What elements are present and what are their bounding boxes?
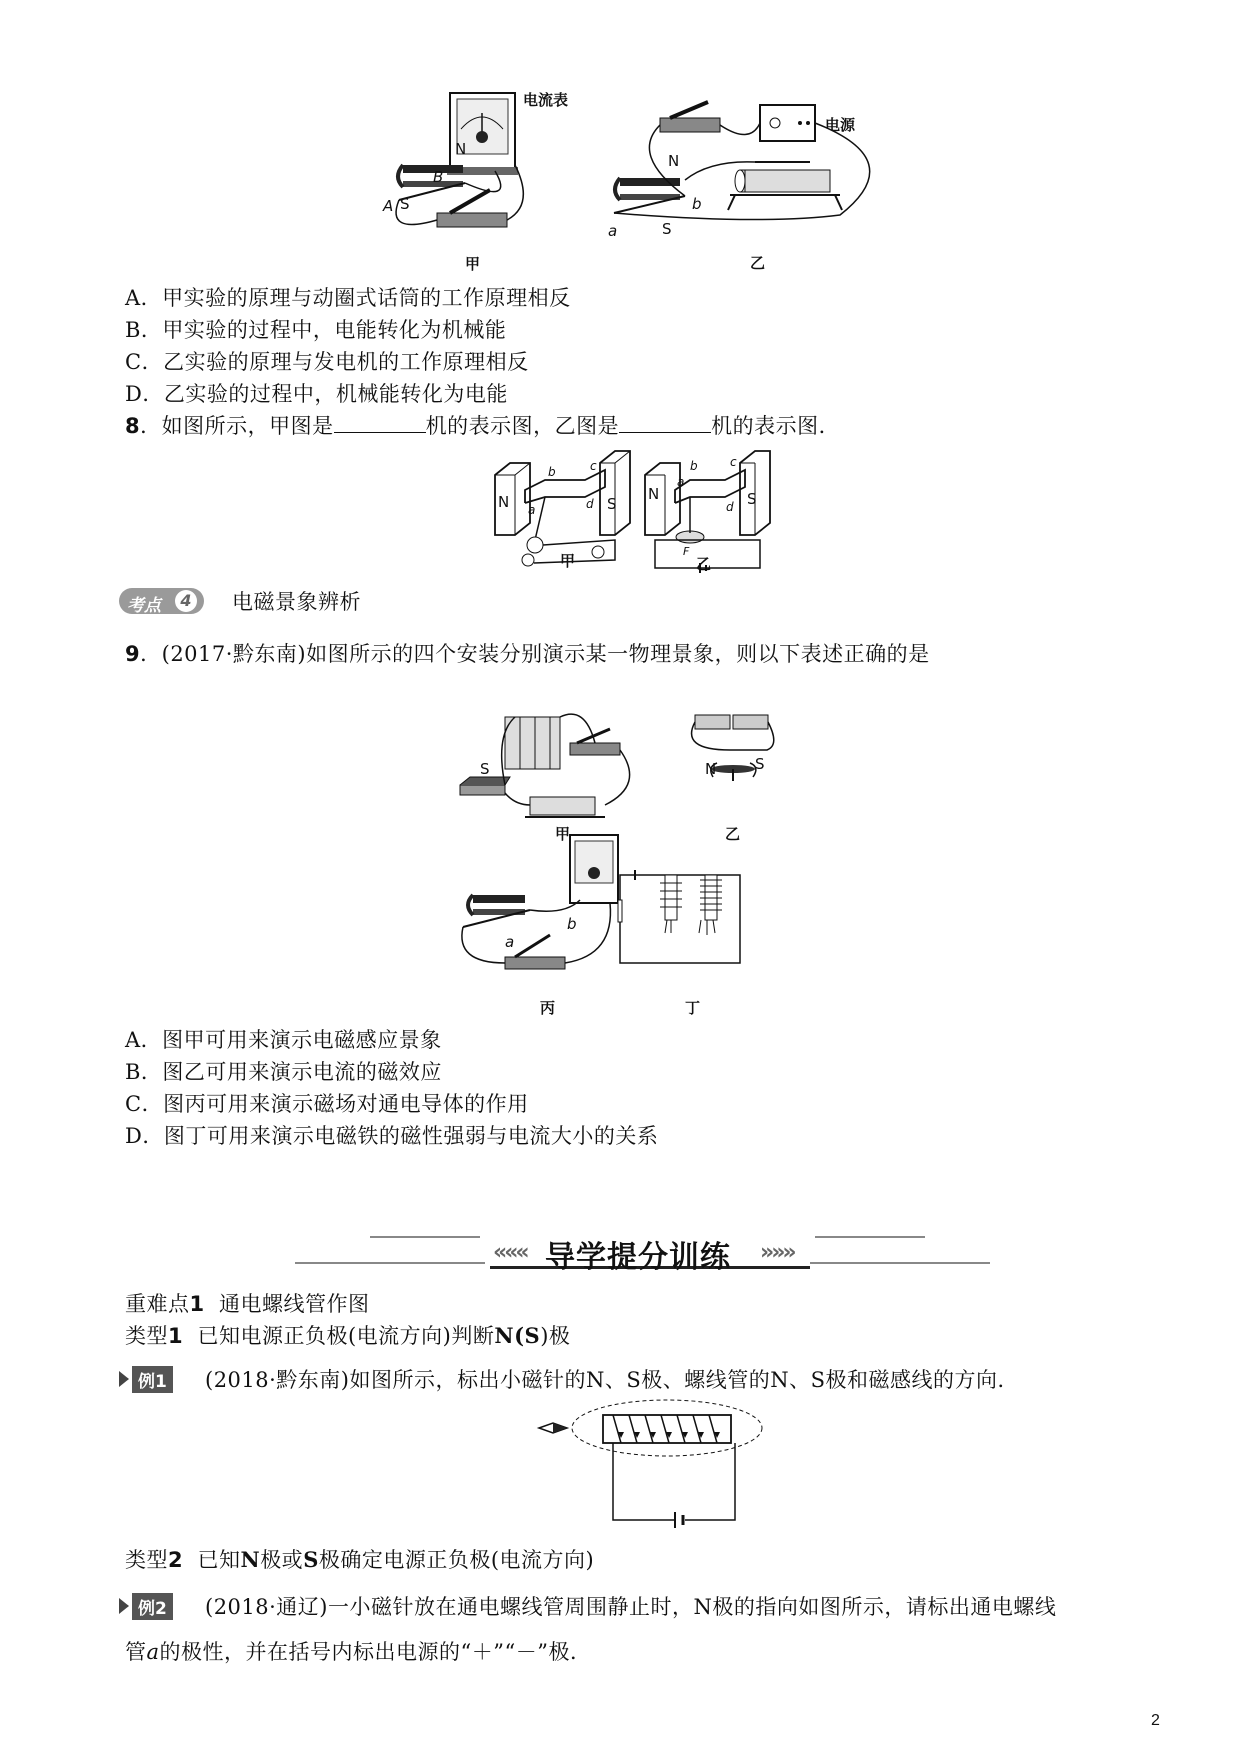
q9-option-c: C．图丙可用来演示磁场对通电导体的作用 xyxy=(125,1092,529,1116)
example-2-line-1: (2018·通辽)一小磁针放在通电螺线管周围静止时，N极的指向如图所示，请标出通电螺线 xyxy=(205,1595,1057,1619)
q8-d-jia: d xyxy=(586,497,594,511)
example-2-label: 例2 xyxy=(119,1594,173,1618)
q8-a-yi: a xyxy=(677,475,685,489)
type-2: 类型2 已知N极或S极确定电源正负极(电流方向) xyxy=(125,1547,595,1572)
label-S: S xyxy=(400,195,410,213)
example-2-line-2: 管a的极性，并在括号内标出电源的“＋”“－”极． xyxy=(125,1640,592,1664)
q9-S-jia: S xyxy=(480,760,490,778)
label-a-yi: a xyxy=(608,222,618,240)
q8-S-jia: S xyxy=(607,495,617,513)
q9-figure xyxy=(455,705,815,1015)
q8-question: 8．如图所示，甲图是 机的表示图，乙图是 机的表示图． xyxy=(125,414,841,438)
caption-jia: 甲 xyxy=(465,255,481,273)
label-S-yi: S xyxy=(662,220,672,238)
q7-figure-jia xyxy=(383,85,570,273)
banner-rule-top-right xyxy=(815,1236,925,1238)
q9-b-bing: b xyxy=(567,915,577,933)
q7-option-d: D．乙实验的过程中，机械能转化为电能 xyxy=(125,382,508,406)
banner-chevrons-left: ««« xyxy=(493,1240,527,1265)
banner-rule-bottom-right xyxy=(810,1262,990,1264)
q8-b-jia: b xyxy=(548,465,556,479)
type-1: 类型1 已知电源正负极(电流方向)判断N(S)极 xyxy=(125,1323,571,1348)
q8-blank-2[interactable] xyxy=(619,412,711,433)
banner-rule-top-left xyxy=(370,1236,480,1238)
q8-c-jia: c xyxy=(590,459,597,473)
example-1-text: (2018·黔东南)如图所示，标出小磁针的N、S极、螺线管的N、S极和磁感线的方向． xyxy=(205,1368,1020,1392)
label-b-yi: b xyxy=(692,195,702,213)
q9-a-bing: a xyxy=(505,933,515,951)
page-number: 2 xyxy=(1151,1712,1160,1729)
example-1-label: 例1 xyxy=(119,1367,173,1391)
q8-a-jia: a xyxy=(528,503,536,517)
key-point-1: 重难点1 通电螺线管作图 xyxy=(125,1292,370,1316)
label-N-yi: N xyxy=(668,152,680,170)
q8-caption-yi: 乙 xyxy=(696,555,712,573)
q9-option-d: D．图丁可用来演示电磁铁的磁性强弱与电流大小的关系 xyxy=(125,1124,659,1148)
q8-b-yi: b xyxy=(690,459,698,473)
label-N: N xyxy=(455,140,467,158)
q9-caption-jia: 甲 xyxy=(555,825,571,843)
q7-option-b: B．甲实验的过程中，电能转化为机械能 xyxy=(125,318,507,342)
section-badge: 考点 4 xyxy=(119,588,204,614)
q9-N-yi: N xyxy=(705,760,717,778)
q8-figure xyxy=(490,445,780,575)
q8-N-yi: N xyxy=(648,485,660,503)
q9-number: 9 xyxy=(125,642,141,666)
q8-c-yi: c xyxy=(730,455,737,469)
q8-number: 8 xyxy=(125,414,141,438)
q8-blank-1[interactable] xyxy=(334,412,426,433)
label-A: A xyxy=(383,197,394,215)
label-B: B xyxy=(433,168,444,186)
caption-yi: 乙 xyxy=(750,254,766,272)
q8-caption-jia: 甲 xyxy=(560,552,576,570)
q8-S-yi: S xyxy=(747,490,757,508)
q9-option-a: A．图甲可用来演示电磁感应景象 xyxy=(125,1028,442,1052)
ammeter-label: 电流表 xyxy=(523,91,569,109)
q8-d-yi: d xyxy=(726,500,734,514)
q7-option-c: C．乙实验的原理与发电机的工作原理相反 xyxy=(125,350,529,374)
q9-caption-yi: 乙 xyxy=(725,825,741,843)
q7-figure-yi xyxy=(610,100,900,275)
q8-N-jia: N xyxy=(498,493,510,511)
banner-rule-bottom-left xyxy=(295,1262,485,1264)
q9-S-yi: S xyxy=(755,755,765,773)
banner-title: 导学提分训练 xyxy=(545,1240,731,1275)
banner-chevrons-right: »»» xyxy=(760,1240,794,1265)
q9-caption-ding: 丁 xyxy=(685,999,701,1017)
power-label: 电源 xyxy=(825,116,856,134)
example-1-figure xyxy=(535,1410,770,1535)
q9-caption-bing: 丙 xyxy=(540,999,556,1017)
q9-option-b: B．图乙可用来演示电流的磁效应 xyxy=(125,1060,442,1084)
q8-F-yi: F xyxy=(683,545,690,558)
q7-option-a: A．甲实验的原理与动圈式话筒的工作原理相反 xyxy=(125,286,571,310)
q9-question: 9．(2017·黔东南)如图所示的四个安装分别演示某一物理景象，则以下表述正确的是 xyxy=(125,642,930,666)
section4-title: 电磁景象辨析 xyxy=(232,590,361,614)
